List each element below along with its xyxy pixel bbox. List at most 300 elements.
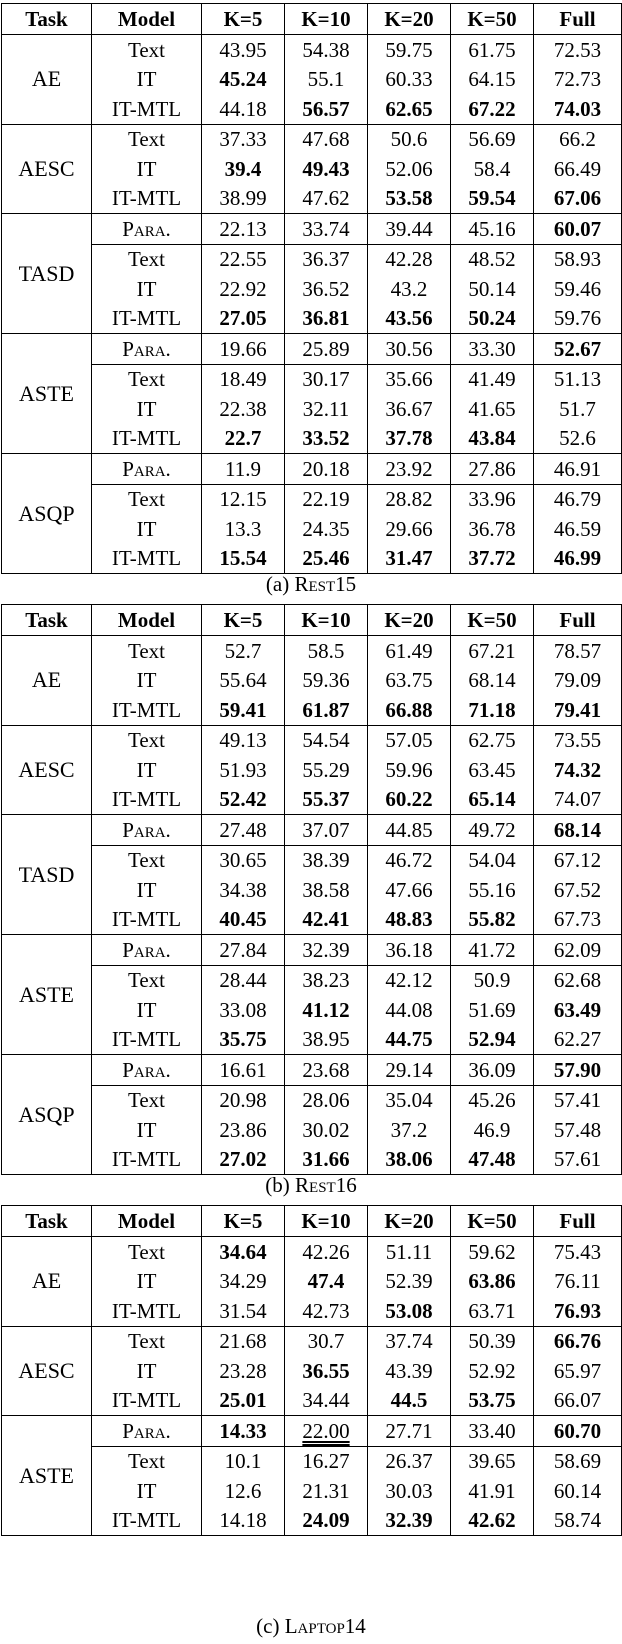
table-caption-laptop14 xyxy=(0,1614,622,1639)
value-cell: 65.97 xyxy=(534,1356,622,1386)
value-cell: 52.42 xyxy=(202,785,285,815)
table-row xyxy=(2,424,622,454)
value-cell: 36.67 xyxy=(368,394,451,424)
value-cell: 46.79 xyxy=(534,484,622,514)
value-cell: 27.71 xyxy=(368,1416,451,1447)
value-cell: 16.27 xyxy=(285,1446,368,1476)
value-cell: 23.92 xyxy=(368,454,451,485)
value-cell: 50.9 xyxy=(451,965,534,995)
value-cell: 38.58 xyxy=(285,875,368,905)
value-cell: 51.13 xyxy=(534,364,622,394)
value-cell: 53.75 xyxy=(451,1386,534,1416)
model-cell: IT-MTL xyxy=(92,424,202,454)
model-cell: IT-MTL xyxy=(92,184,202,214)
table-row xyxy=(2,154,622,184)
table-row xyxy=(2,394,622,424)
model-cell: Para. xyxy=(92,454,202,485)
value-cell: 72.73 xyxy=(534,65,622,95)
table-row xyxy=(2,1085,622,1115)
column-header: K=5 xyxy=(202,1206,285,1237)
value-cell: 32.11 xyxy=(285,394,368,424)
column-header: K=50 xyxy=(451,605,534,636)
value-cell: 79.09 xyxy=(534,666,622,696)
value-cell: 27.86 xyxy=(451,454,534,485)
table-row xyxy=(2,214,622,245)
results-table-rest16 xyxy=(0,604,622,1175)
value-cell: 32.39 xyxy=(285,935,368,966)
value-cell: 76.11 xyxy=(534,1267,622,1297)
model-cell: Para. xyxy=(92,935,202,966)
model-cell: IT xyxy=(92,1476,202,1506)
table-row xyxy=(2,1386,622,1416)
model-cell: Para. xyxy=(92,815,202,846)
value-cell: 28.44 xyxy=(202,965,285,995)
value-cell: 43.2 xyxy=(368,274,451,304)
value-cell: 68.14 xyxy=(534,815,622,846)
value-cell: 62.75 xyxy=(451,725,534,755)
value-cell: 41.72 xyxy=(451,935,534,966)
value-cell: 34.38 xyxy=(202,875,285,905)
value-cell: 30.17 xyxy=(285,364,368,394)
value-cell: 21.68 xyxy=(202,1326,285,1356)
column-header: Task xyxy=(2,1206,92,1237)
table-row xyxy=(2,845,622,875)
value-cell: 37.07 xyxy=(285,815,368,846)
model-cell: IT xyxy=(92,1356,202,1386)
value-cell: 20.98 xyxy=(202,1085,285,1115)
value-cell: 66.07 xyxy=(534,1386,622,1416)
value-cell: 61.75 xyxy=(451,35,534,65)
value-cell: 31.66 xyxy=(285,1145,368,1175)
value-cell: 57.05 xyxy=(368,725,451,755)
header-row xyxy=(2,605,622,636)
column-header: K=50 xyxy=(451,4,534,35)
value-cell: 58.69 xyxy=(534,1446,622,1476)
model-cell: Para. xyxy=(92,334,202,365)
table-row xyxy=(2,725,622,755)
model-cell: Text xyxy=(92,845,202,875)
value-cell: 67.06 xyxy=(534,184,622,214)
value-cell: 23.86 xyxy=(202,1115,285,1145)
value-cell: 52.6 xyxy=(534,424,622,454)
value-cell: 38.23 xyxy=(285,965,368,995)
table-row xyxy=(2,636,622,666)
column-header: Model xyxy=(92,4,202,35)
model-cell: IT-MTL xyxy=(92,1145,202,1175)
model-cell: IT xyxy=(92,995,202,1025)
value-cell: 63.75 xyxy=(368,666,451,696)
value-cell: 61.49 xyxy=(368,636,451,666)
value-cell: 63.49 xyxy=(534,995,622,1025)
value-cell: 47.66 xyxy=(368,875,451,905)
value-cell: 22.7 xyxy=(202,424,285,454)
value-cell: 62.27 xyxy=(534,1025,622,1055)
table-row xyxy=(2,875,622,905)
column-header: K=5 xyxy=(202,605,285,636)
table-row xyxy=(2,1115,622,1145)
value-cell: 12.15 xyxy=(202,484,285,514)
value-cell: 46.91 xyxy=(534,454,622,485)
model-cell: IT-MTL xyxy=(92,94,202,124)
value-cell: 67.22 xyxy=(451,94,534,124)
value-cell: 45.24 xyxy=(202,65,285,95)
value-cell: 25.89 xyxy=(285,334,368,365)
value-cell: 67.12 xyxy=(534,845,622,875)
value-cell: 30.02 xyxy=(285,1115,368,1145)
value-cell: 55.64 xyxy=(202,666,285,696)
value-cell: 30.03 xyxy=(368,1476,451,1506)
model-cell: IT xyxy=(92,875,202,905)
value-cell: 57.90 xyxy=(534,1055,622,1086)
table-row xyxy=(2,965,622,995)
value-cell: 36.18 xyxy=(368,935,451,966)
value-cell: 68.14 xyxy=(451,666,534,696)
table-row xyxy=(2,1025,622,1055)
table-row xyxy=(2,454,622,485)
model-cell: IT-MTL xyxy=(92,544,202,574)
value-cell: 13.3 xyxy=(202,514,285,544)
value-cell: 40.45 xyxy=(202,905,285,935)
model-cell: IT xyxy=(92,514,202,544)
value-cell: 76.93 xyxy=(534,1296,622,1326)
column-header: K=10 xyxy=(285,4,368,35)
value-cell: 67.21 xyxy=(451,636,534,666)
table-row xyxy=(2,1326,622,1356)
table-row xyxy=(2,695,622,725)
value-cell: 34.44 xyxy=(285,1386,368,1416)
caption-dataset-name: Rest15 xyxy=(294,572,357,596)
task-cell: ASTE xyxy=(2,1416,92,1536)
value-cell: 48.83 xyxy=(368,905,451,935)
task-cell: ASTE xyxy=(2,935,92,1055)
model-cell: IT xyxy=(92,274,202,304)
value-cell: 41.91 xyxy=(451,1476,534,1506)
model-cell: IT-MTL xyxy=(92,1506,202,1536)
value-cell: 37.78 xyxy=(368,424,451,454)
value-cell: 47.68 xyxy=(285,124,368,154)
value-cell: 33.30 xyxy=(451,334,534,365)
value-cell: 62.68 xyxy=(534,965,622,995)
value-cell: 78.57 xyxy=(534,636,622,666)
value-cell: 59.96 xyxy=(368,755,451,785)
table-row xyxy=(2,1296,622,1326)
column-header: K=10 xyxy=(285,1206,368,1237)
column-header: K=10 xyxy=(285,605,368,636)
caption-prefix: (c) xyxy=(256,1614,280,1638)
value-cell: 79.41 xyxy=(534,695,622,725)
table-row xyxy=(2,364,622,394)
model-cell: IT xyxy=(92,666,202,696)
table-row xyxy=(2,124,622,154)
value-cell: 27.05 xyxy=(202,304,285,334)
value-cell: 54.38 xyxy=(285,35,368,65)
column-header: K=5 xyxy=(202,4,285,35)
table-row xyxy=(2,1506,622,1536)
value-cell: 63.45 xyxy=(451,755,534,785)
value-cell: 60.14 xyxy=(534,1476,622,1506)
value-cell: 25.46 xyxy=(285,544,368,574)
value-cell: 44.08 xyxy=(368,995,451,1025)
model-cell: IT-MTL xyxy=(92,1296,202,1326)
value-cell: 15.54 xyxy=(202,544,285,574)
value-cell: 59.62 xyxy=(451,1237,534,1267)
column-header: K=20 xyxy=(368,605,451,636)
column-header: Task xyxy=(2,605,92,636)
value-cell: 16.61 xyxy=(202,1055,285,1086)
value-cell: 59.36 xyxy=(285,666,368,696)
model-cell: IT-MTL xyxy=(92,695,202,725)
value-cell: 52.67 xyxy=(534,334,622,365)
model-cell: Para. xyxy=(92,214,202,245)
table-row xyxy=(2,1267,622,1297)
value-cell: 74.03 xyxy=(534,94,622,124)
model-cell: IT xyxy=(92,394,202,424)
value-cell: 66.76 xyxy=(534,1326,622,1356)
value-cell: 38.06 xyxy=(368,1145,451,1175)
value-cell: 38.39 xyxy=(285,845,368,875)
table-row xyxy=(2,184,622,214)
model-cell: Text xyxy=(92,636,202,666)
model-cell: IT-MTL xyxy=(92,785,202,815)
model-cell: Text xyxy=(92,364,202,394)
value-cell: 71.18 xyxy=(451,695,534,725)
value-cell: 29.66 xyxy=(368,514,451,544)
table-row xyxy=(2,304,622,334)
value-cell: 53.08 xyxy=(368,1296,451,1326)
model-cell: IT-MTL xyxy=(92,304,202,334)
table-row xyxy=(2,666,622,696)
value-cell: 14.33 xyxy=(202,1416,285,1447)
model-cell: Text xyxy=(92,1326,202,1356)
value-cell: 39.4 xyxy=(202,154,285,184)
value-cell: 55.37 xyxy=(285,785,368,815)
value-cell: 10.1 xyxy=(202,1446,285,1476)
value-cell: 27.02 xyxy=(202,1145,285,1175)
table-row xyxy=(2,935,622,966)
task-cell: AE xyxy=(2,35,92,125)
table-row xyxy=(2,94,622,124)
value-cell: 41.12 xyxy=(285,995,368,1025)
value-cell: 26.37 xyxy=(368,1446,451,1476)
value-cell: 27.84 xyxy=(202,935,285,966)
value-cell: 54.04 xyxy=(451,845,534,875)
value-cell: 27.48 xyxy=(202,815,285,846)
value-cell: 30.7 xyxy=(285,1326,368,1356)
table-row xyxy=(2,785,622,815)
value-cell: 33.08 xyxy=(202,995,285,1025)
value-cell: 73.55 xyxy=(534,725,622,755)
column-header: K=50 xyxy=(451,1206,534,1237)
value-cell: 42.26 xyxy=(285,1237,368,1267)
value-cell: 67.73 xyxy=(534,905,622,935)
value-cell: 36.37 xyxy=(285,244,368,274)
results-table-laptop14 xyxy=(0,1205,622,1536)
table-row xyxy=(2,815,622,846)
value-cell: 52.06 xyxy=(368,154,451,184)
column-header: K=20 xyxy=(368,4,451,35)
value-cell: 47.48 xyxy=(451,1145,534,1175)
model-cell: Text xyxy=(92,124,202,154)
task-cell: ASTE xyxy=(2,334,92,454)
value-cell: 30.65 xyxy=(202,845,285,875)
value-cell: 57.41 xyxy=(534,1085,622,1115)
value-cell: 74.32 xyxy=(534,755,622,785)
value-cell: 60.07 xyxy=(534,214,622,245)
value-cell: 32.39 xyxy=(368,1506,451,1536)
value-cell: 43.56 xyxy=(368,304,451,334)
model-cell: IT xyxy=(92,1267,202,1297)
model-cell: Text xyxy=(92,1237,202,1267)
table-row xyxy=(2,1145,622,1175)
value-cell: 42.12 xyxy=(368,965,451,995)
value-cell: 33.40 xyxy=(451,1416,534,1447)
value-cell: 36.81 xyxy=(285,304,368,334)
value-cell: 58.93 xyxy=(534,244,622,274)
model-cell: Para. xyxy=(92,1055,202,1086)
value-cell: 36.78 xyxy=(451,514,534,544)
table-row xyxy=(2,244,622,274)
value-cell: 50.24 xyxy=(451,304,534,334)
table-row xyxy=(2,1356,622,1386)
model-cell: Text xyxy=(92,484,202,514)
value-cell: 56.69 xyxy=(451,124,534,154)
value-cell: 38.95 xyxy=(285,1025,368,1055)
value-cell: 38.99 xyxy=(202,184,285,214)
value-cell: 75.43 xyxy=(534,1237,622,1267)
header-row xyxy=(2,1206,622,1237)
value-cell: 41.49 xyxy=(451,364,534,394)
value-cell: 65.14 xyxy=(451,785,534,815)
table-row xyxy=(2,1476,622,1506)
value-cell: 45.16 xyxy=(451,214,534,245)
results-table xyxy=(1,1205,622,1536)
task-cell: AESC xyxy=(2,124,92,214)
table-row xyxy=(2,995,622,1025)
task-cell: TASD xyxy=(2,815,92,935)
value-cell: 28.82 xyxy=(368,484,451,514)
task-cell: ASQP xyxy=(2,454,92,574)
value-cell: 59.54 xyxy=(451,184,534,214)
caption-dataset-name: Rest16 xyxy=(295,1173,357,1197)
value-cell: 51.69 xyxy=(451,995,534,1025)
value-cell: 25.01 xyxy=(202,1386,285,1416)
value-cell: 24.09 xyxy=(285,1506,368,1536)
value-cell: 14.18 xyxy=(202,1506,285,1536)
value-cell: 46.9 xyxy=(451,1115,534,1145)
caption-dataset-name: Laptop14 xyxy=(284,1614,366,1638)
value-cell: 23.68 xyxy=(285,1055,368,1086)
value-cell: 52.92 xyxy=(451,1356,534,1386)
value-cell: 60.22 xyxy=(368,785,451,815)
value-cell: 74.07 xyxy=(534,785,622,815)
value-cell: 37.74 xyxy=(368,1326,451,1356)
task-cell: AE xyxy=(2,636,92,726)
value-cell: 44.18 xyxy=(202,94,285,124)
value-cell: 37.72 xyxy=(451,544,534,574)
value-cell: 22.19 xyxy=(285,484,368,514)
value-cell: 37.2 xyxy=(368,1115,451,1145)
value-cell: 22.55 xyxy=(202,244,285,274)
value-cell: 59.46 xyxy=(534,274,622,304)
caption-prefix: (a) xyxy=(265,572,290,596)
table-caption-rest16 xyxy=(0,1173,622,1198)
value-cell: 61.87 xyxy=(285,695,368,725)
column-header: Full xyxy=(534,1206,622,1237)
table-row xyxy=(2,755,622,785)
table-row xyxy=(2,274,622,304)
value-cell: 58.4 xyxy=(451,154,534,184)
value-cell: 63.86 xyxy=(451,1267,534,1297)
table-row xyxy=(2,35,622,65)
value-cell: 43.95 xyxy=(202,35,285,65)
value-cell: 35.66 xyxy=(368,364,451,394)
value-cell: 55.29 xyxy=(285,755,368,785)
value-cell: 46.59 xyxy=(534,514,622,544)
value-cell: 52.7 xyxy=(202,636,285,666)
model-cell: Text xyxy=(92,965,202,995)
value-cell: 33.52 xyxy=(285,424,368,454)
table-row xyxy=(2,65,622,95)
value-cell: 43.39 xyxy=(368,1356,451,1386)
value-cell: 62.09 xyxy=(534,935,622,966)
column-header: Full xyxy=(534,4,622,35)
value-cell: 42.62 xyxy=(451,1506,534,1536)
value-cell: 22.13 xyxy=(202,214,285,245)
value-cell: 20.18 xyxy=(285,454,368,485)
value-cell: 33.96 xyxy=(451,484,534,514)
value-cell: 58.5 xyxy=(285,636,368,666)
value-cell: 59.41 xyxy=(202,695,285,725)
value-cell: 43.84 xyxy=(451,424,534,454)
table-row xyxy=(2,514,622,544)
value-cell: 18.49 xyxy=(202,364,285,394)
value-cell: 49.43 xyxy=(285,154,368,184)
value-cell: 72.53 xyxy=(534,35,622,65)
value-cell: 52.94 xyxy=(451,1025,534,1055)
value-cell: 12.6 xyxy=(202,1476,285,1506)
value-cell: 39.44 xyxy=(368,214,451,245)
value-cell: 35.04 xyxy=(368,1085,451,1115)
task-cell: AE xyxy=(2,1237,92,1327)
value-cell: 57.61 xyxy=(534,1145,622,1175)
value-cell: 50.39 xyxy=(451,1326,534,1356)
model-cell: IT-MTL xyxy=(92,905,202,935)
value-cell: 21.31 xyxy=(285,1476,368,1506)
value-cell: 36.55 xyxy=(285,1356,368,1386)
model-cell: IT-MTL xyxy=(92,1386,202,1416)
value-cell: 59.75 xyxy=(368,35,451,65)
model-cell: Text xyxy=(92,1085,202,1115)
value-cell: 59.76 xyxy=(534,304,622,334)
results-table xyxy=(1,3,622,574)
value-cell: 66.2 xyxy=(534,124,622,154)
table-row xyxy=(2,1055,622,1086)
value-cell: 46.72 xyxy=(368,845,451,875)
value-cell: 52.39 xyxy=(368,1267,451,1297)
value-cell: 57.48 xyxy=(534,1115,622,1145)
value-cell: 44.5 xyxy=(368,1386,451,1416)
column-header: Model xyxy=(92,1206,202,1237)
value-cell: 35.75 xyxy=(202,1025,285,1055)
table-row xyxy=(2,905,622,935)
task-cell: AESC xyxy=(2,725,92,815)
value-cell: 66.88 xyxy=(368,695,451,725)
results-table xyxy=(1,604,622,1175)
table-row xyxy=(2,1416,622,1447)
value-cell: 47.62 xyxy=(285,184,368,214)
results-table-rest15 xyxy=(0,3,622,574)
value-cell: 22.38 xyxy=(202,394,285,424)
